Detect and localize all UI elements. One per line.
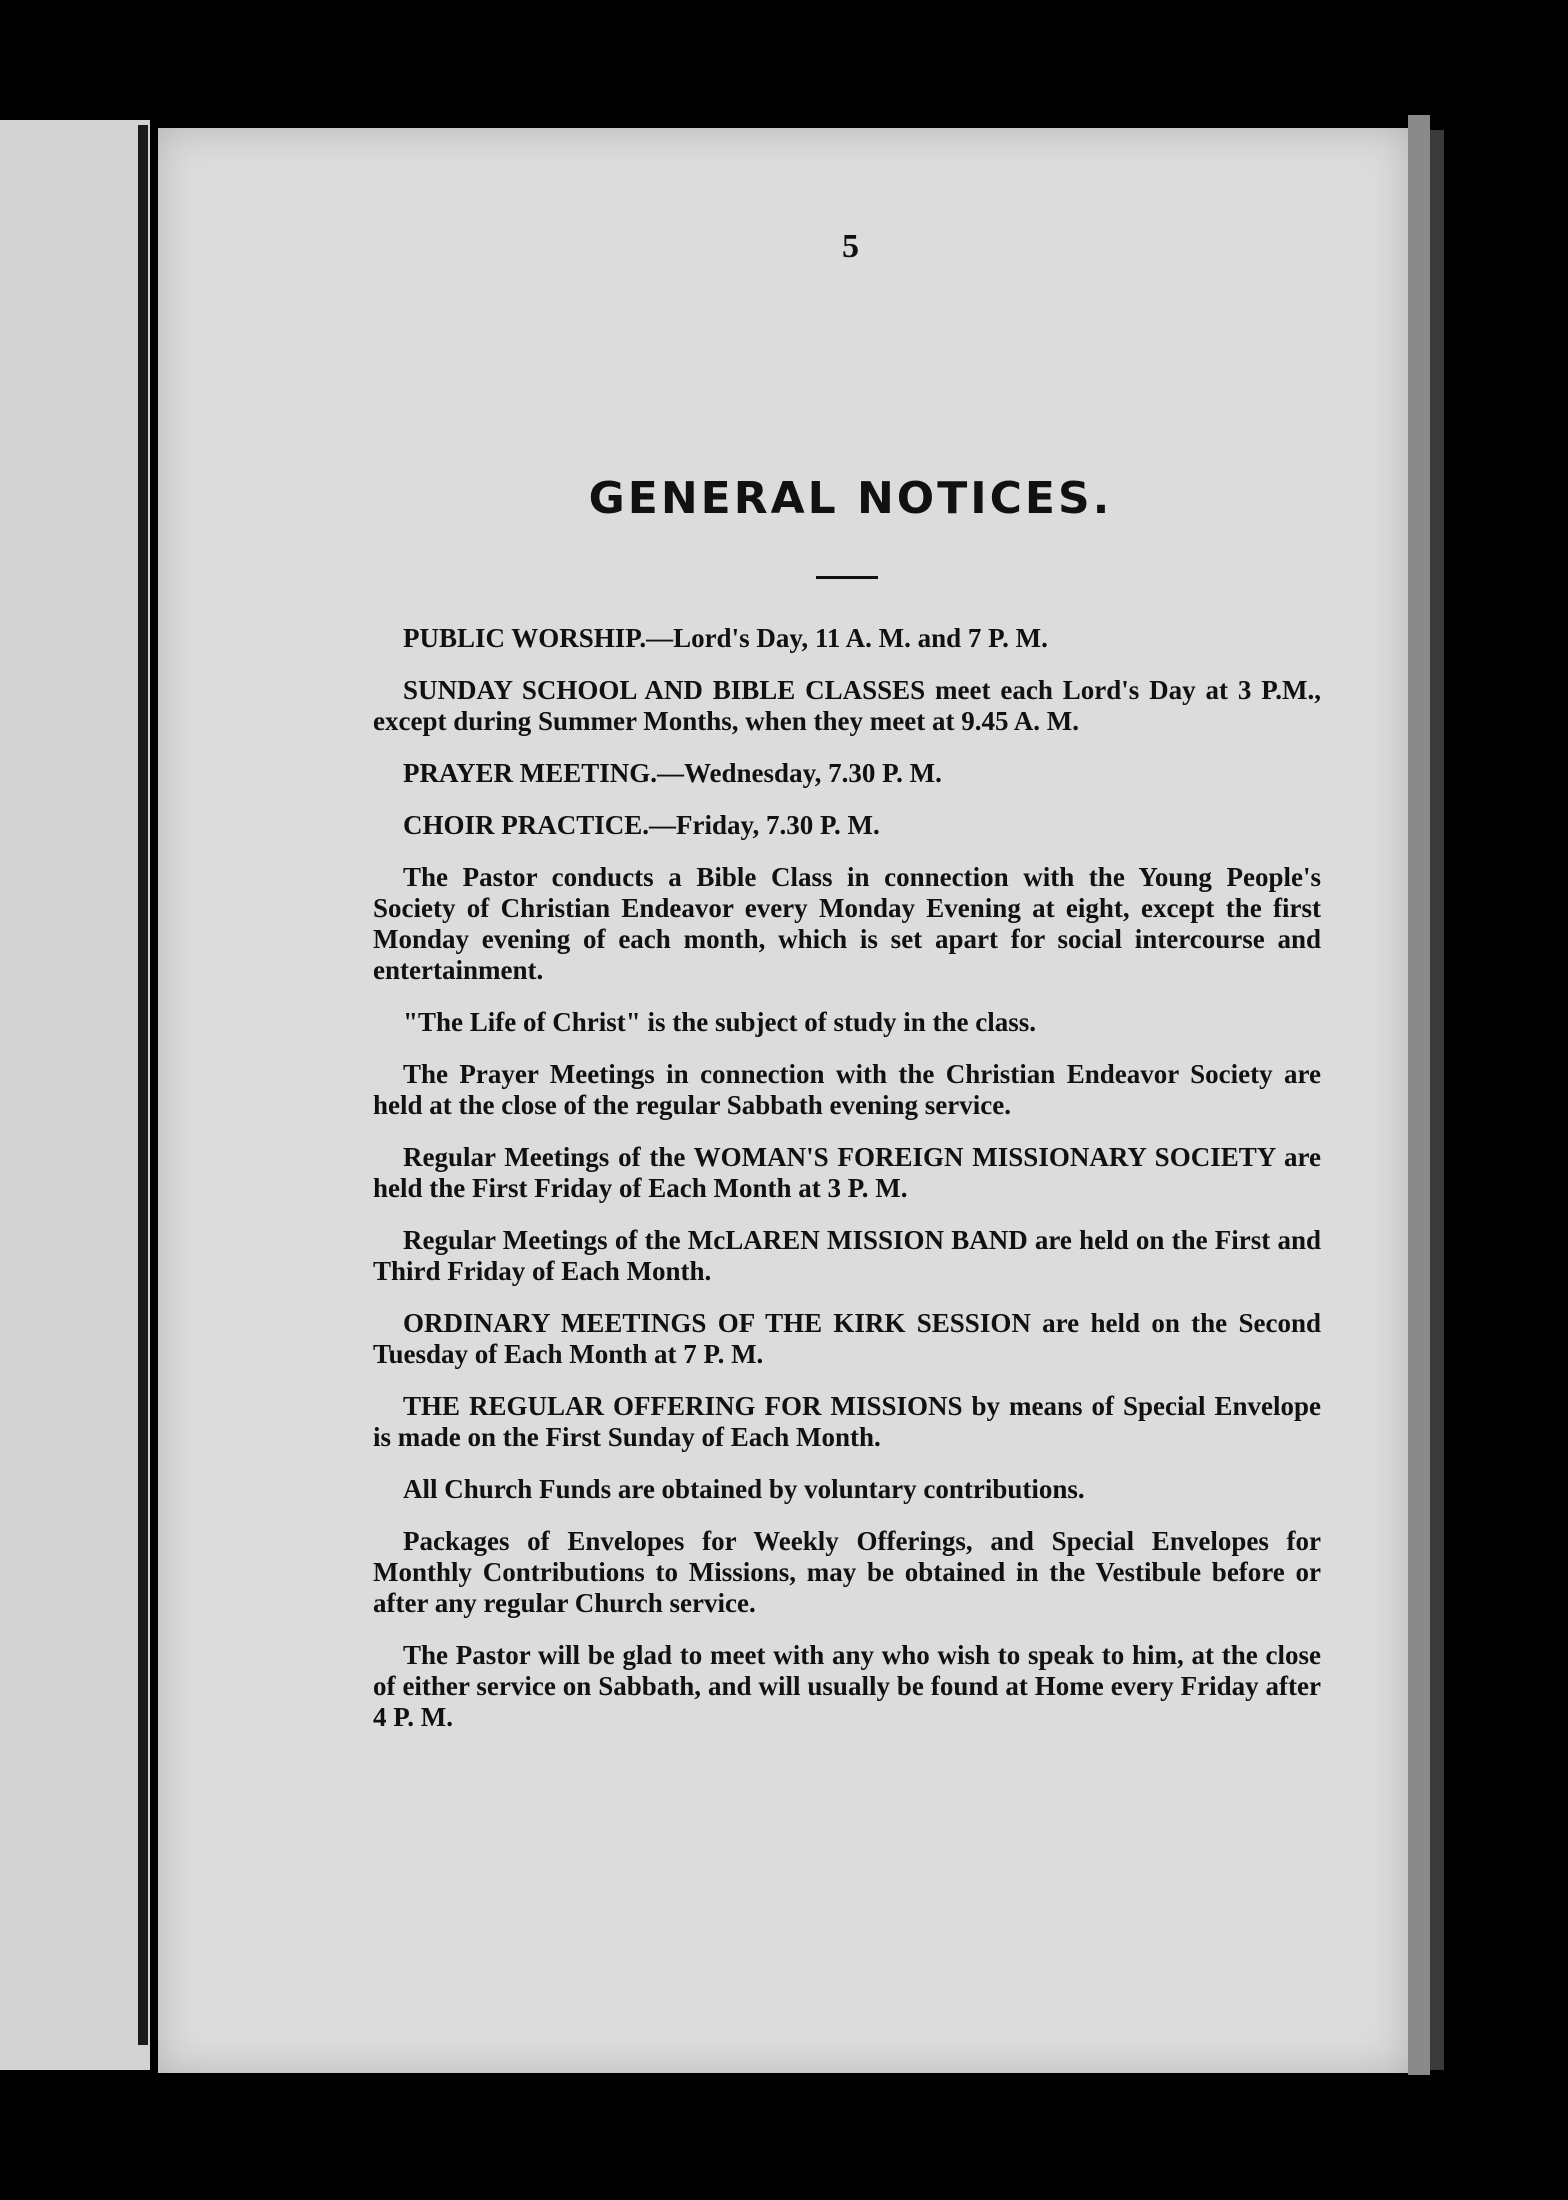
- page-number: 5: [842, 228, 859, 265]
- notice-pastor-hours: The Pastor will be glad to meet with any who wish to speak to him, at the close of either service on Sabbath, and will usually be found at Home every Friday after 4 P. M.: [373, 1640, 1321, 1732]
- notices-body: [373, 623, 1321, 1754]
- notice-bible-class: The Pastor conducts a Bible Class in connection with the Young People's Society of Christian Endeavor every Monday Evening at eight, except the first Monday evening of each month, which is set apart for social intercourse and entertainment.: [373, 862, 1321, 985]
- title-rule: [816, 576, 878, 579]
- notice-kirk-session: ORDINARY MEETINGS OF THE KIRK SESSION are held on the Second Tuesday of Each Month at 7 P. M.: [373, 1308, 1321, 1369]
- notice-sunday-school: SUNDAY SCHOOL AND BIBLE CLASSES meet each Lord's Day at 3 P.M., except during Summer Months, when they meet at 9.45 A. M.: [373, 675, 1321, 736]
- notice-missionary-society: Regular Meetings of the WOMAN'S FOREIGN MISSIONARY SOCIETY are held the First Friday of Each Month at 3 P. M.: [373, 1142, 1321, 1203]
- notice-mission-band: Regular Meetings of the McLAREN MISSION BAND are held on the First and Third Friday of Each Month.: [373, 1225, 1321, 1286]
- page-edge: [1408, 115, 1430, 2075]
- notice-public-worship: PUBLIC WORSHIP.—Lord's Day, 11 A. M. and 7 P. M.: [403, 623, 1048, 653]
- page-title: GENERAL NOTICES.: [588, 473, 1113, 524]
- page-edge-shadow: [1430, 130, 1444, 2070]
- notice-ce-prayer-meetings: The Prayer Meetings in connection with the Christian Endeavor Society are held at the close of the regular Sabbath evening service.: [373, 1059, 1321, 1120]
- binding-gutter: [138, 125, 148, 2045]
- notice-church-funds: All Church Funds are obtained by voluntary contributions.: [403, 1474, 1085, 1504]
- notice-study-subject: "The Life of Christ" is the subject of study in the class.: [403, 1007, 1036, 1037]
- document-page: [158, 128, 1408, 2073]
- notice-envelopes: Packages of Envelopes for Weekly Offerings, and Special Envelopes for Monthly Contributions to Missions, may be obtained in the Vestibule before or after any regular Church service.: [373, 1526, 1321, 1618]
- notice-missions-offering: THE REGULAR OFFERING FOR MISSIONS by means of Special Envelope is made on the First Sunday of Each Month.: [373, 1391, 1321, 1452]
- notice-choir-practice: CHOIR PRACTICE.—Friday, 7.30 P. M.: [403, 810, 880, 840]
- left-facing-page: [0, 120, 150, 2070]
- notice-prayer-meeting: PRAYER MEETING.—Wednesday, 7.30 P. M.: [403, 758, 942, 788]
